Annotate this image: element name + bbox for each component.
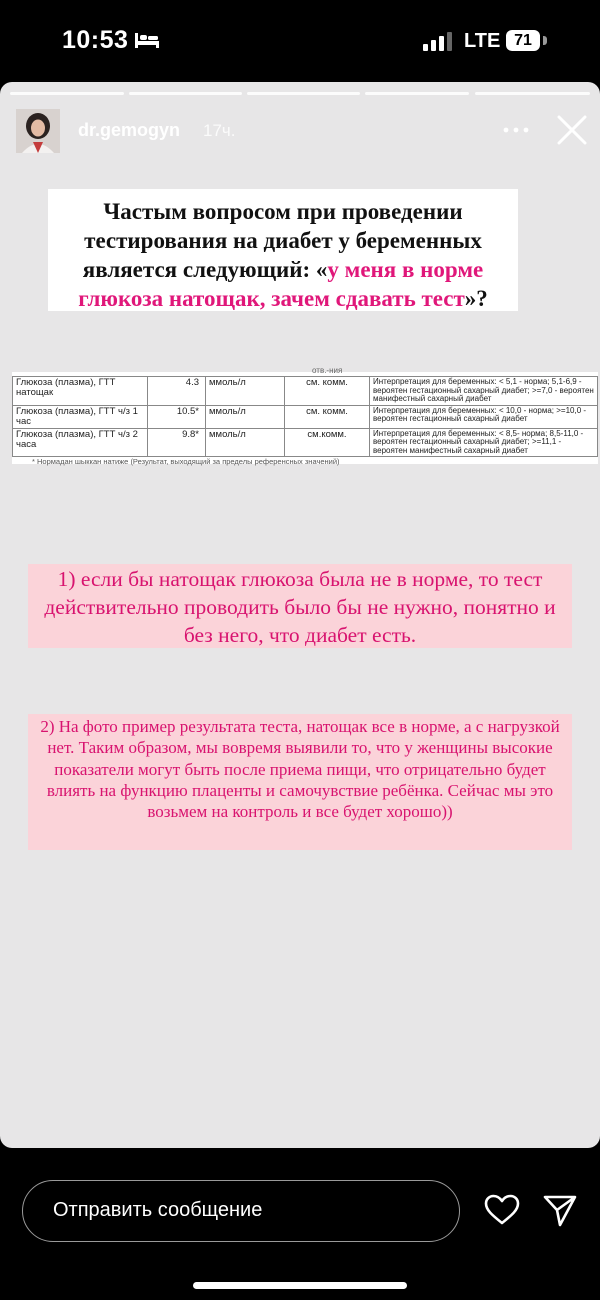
test-name: Глюкоза (плазма), ГТТ ч/з 2 часа xyxy=(13,428,148,457)
avatar[interactable] xyxy=(16,109,60,153)
story-card[interactable] xyxy=(0,82,600,1148)
table-row xyxy=(13,405,598,428)
test-name: Глюкоза (плазма), ГТТ ч/з 1 час xyxy=(13,405,148,428)
test-ref: см. комм. xyxy=(285,405,370,428)
test-note: Интерпретация для беременных: < 5,1 - норма; 5,1-6,9 - вероятен гестационный сахарный диабет; >=7,0 - вероятен манифестный сахарный диабет xyxy=(370,377,598,406)
send-icon[interactable] xyxy=(542,1192,578,1228)
story-progress-segment xyxy=(10,92,124,95)
heading-text-end: »? xyxy=(464,286,488,311)
test-ref: см. комм. xyxy=(285,377,370,406)
lab-results-image xyxy=(12,366,598,466)
table-row xyxy=(13,377,598,406)
battery-level: 71 xyxy=(506,30,540,51)
home-indicator[interactable] xyxy=(193,1282,407,1289)
message-input[interactable] xyxy=(22,1180,460,1242)
test-note: Интерпретация для беременных: < 10,0 - норма; >=10,0 - вероятен гестационный сахарный диабет xyxy=(370,405,598,428)
post-time: 17ч. xyxy=(203,121,236,140)
story-progress-segment xyxy=(129,92,242,95)
story-progress-segment xyxy=(247,92,360,95)
table-row xyxy=(13,428,598,457)
test-name: Глюкоза (плазма), ГТТ натощак xyxy=(13,377,148,406)
heading-highlight: у меня в норме глюкоза натощак, зачем сдавать тест xyxy=(78,257,484,311)
heading-text: Частым вопросом при проведении тестирования на диабет у беременных является следующий: « xyxy=(82,199,482,282)
username[interactable]: dr.gemogyn xyxy=(78,120,181,140)
clock: 10:53 xyxy=(62,26,129,54)
test-value: 9.8* xyxy=(148,428,206,457)
test-unit: ммоль/л xyxy=(206,428,285,457)
point-2: 2) На фото пример результата теста, натощак все в норме, а с нагрузкой нет. Таким образом, мы вовремя выявили то, что у женщины высокие показатели могут быть после приема пищи, что отрицательно будет влиять на функцию плаценты и самочувствие ребёнка. Сейчас мы это возьмем на контроль и все будет хорошо)) xyxy=(28,714,572,850)
close-icon[interactable] xyxy=(556,114,588,146)
more-icon[interactable] xyxy=(500,122,532,138)
battery-tip xyxy=(543,36,547,45)
network-type: LTE xyxy=(464,30,501,52)
test-note: Интерпретация для беременных: < 8,5- норма; 8,5-11,0 - вероятен гестационный сахарный диабет; >=11,1 - вероятен манифестный сахарный диабет xyxy=(370,428,598,457)
lab-table xyxy=(12,376,598,457)
test-value: 4.3 xyxy=(148,377,206,406)
test-unit: ммоль/л xyxy=(206,405,285,428)
test-value: 10.5* xyxy=(148,405,206,428)
test-ref: см.комм. xyxy=(285,428,370,457)
story-progress-segment xyxy=(475,92,590,95)
signal-icon xyxy=(422,31,452,51)
story-progress-segment xyxy=(365,92,469,95)
point-1: 1) если бы натощак глюкоза была не в норме, то тест действительно проводить было бы не нужно, понятно и без него, что диабет есть. xyxy=(28,564,572,648)
status-bar xyxy=(0,0,600,82)
lab-footnote: * Нормадан шыккан натиже (Результат, выходящий за пределы референсных значений) xyxy=(32,457,340,466)
lab-header-fragment: отв.-ния xyxy=(312,366,343,375)
message-placeholder: Отправить сообщение xyxy=(53,1199,263,1221)
test-unit: ммоль/л xyxy=(206,377,285,406)
story-heading xyxy=(48,189,518,311)
heart-icon[interactable] xyxy=(484,1194,520,1226)
bed-icon xyxy=(134,31,160,49)
